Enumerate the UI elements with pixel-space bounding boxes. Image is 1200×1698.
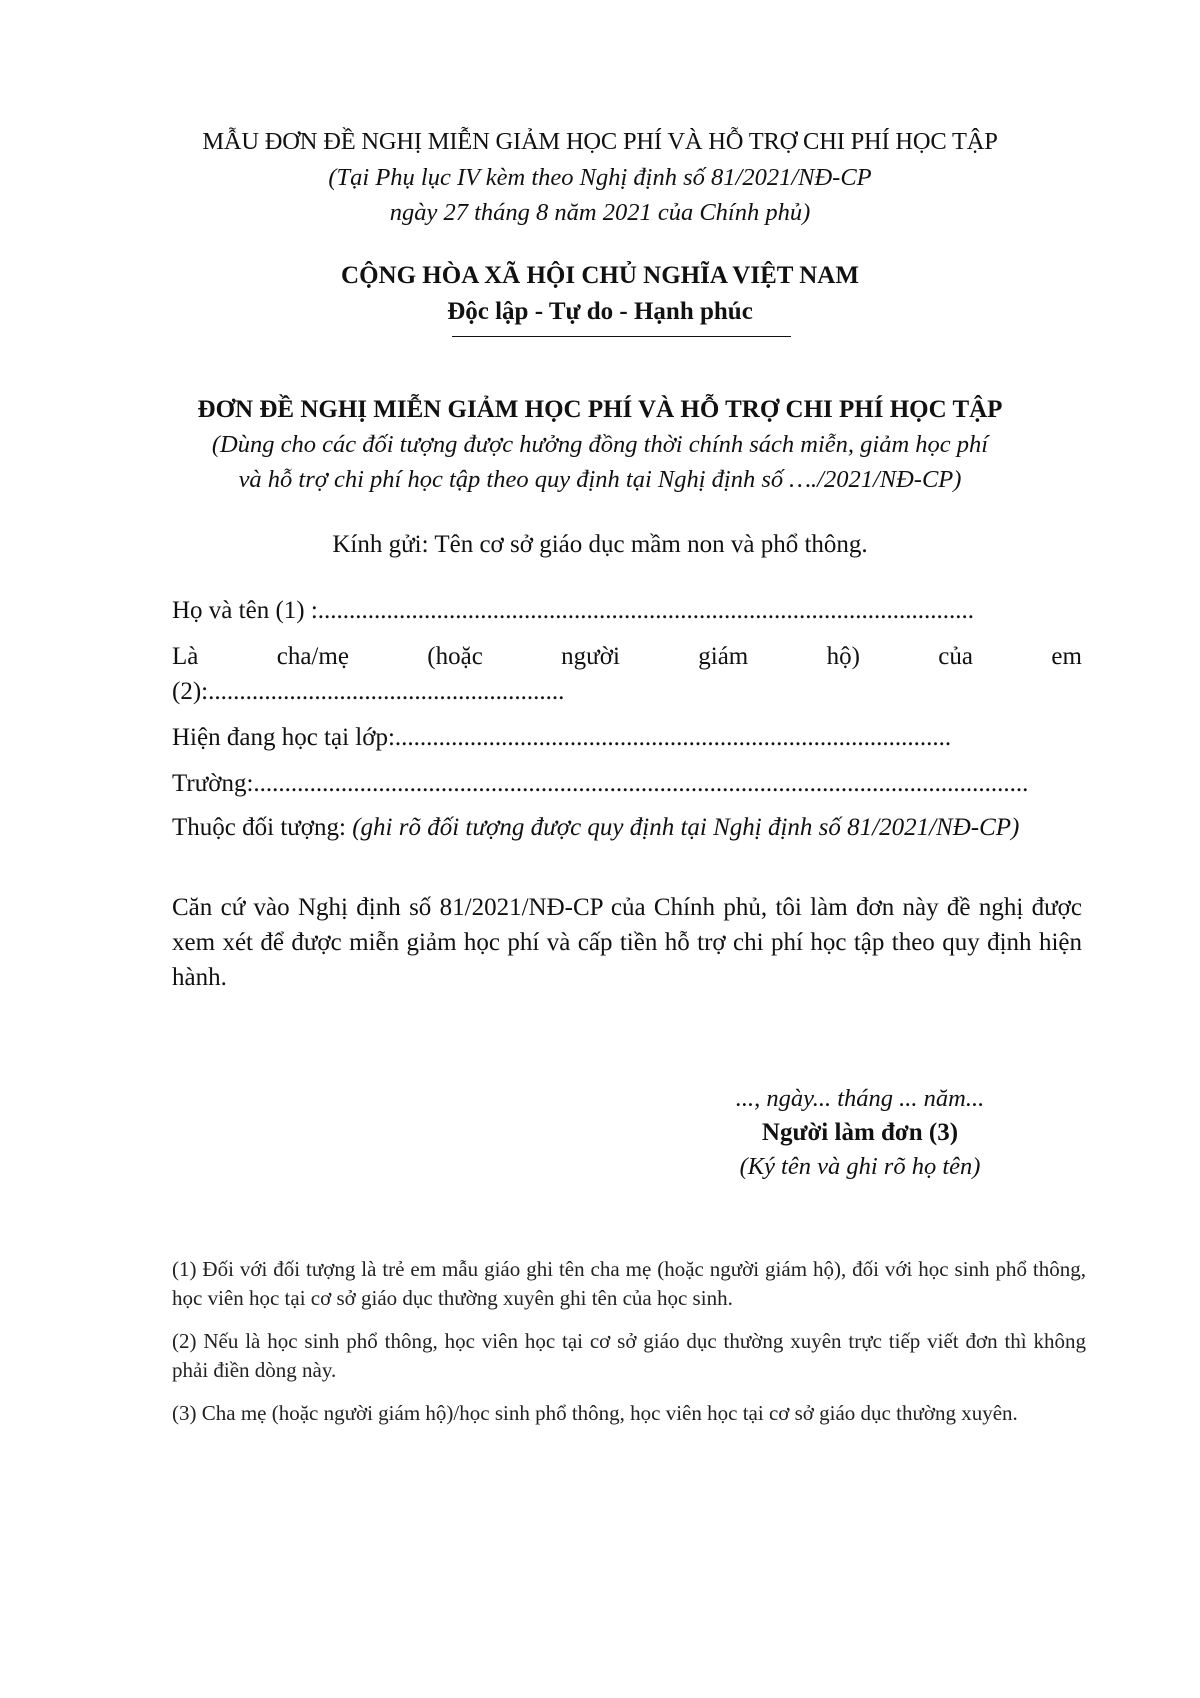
request-body: Căn cứ vào Nghị định số 81/2021/NĐ-CP của Chính phủ, tôi làm đơn này đề nghị được xem xét để được miễn giảm học phí và cấp tiền hỗ trợ chi phí học tập theo quy định hiện hành. (172, 894, 1082, 991)
field-parent-line (172, 643, 1082, 671)
template-source-line1: (Tại Phụ lục IV kèm theo Nghị định số 81/2021/NĐ-CP (328, 164, 872, 191)
field-child-name: (2):......................................................... (172, 678, 565, 705)
object-label: Thuộc đối tượng: (172, 814, 353, 841)
footnote-3: (3) Cha mẹ (hoặc người giám hộ)/học sinh phổ thông, học viên học tại cơ sở giáo dục thường xuyên. (172, 1401, 1018, 1425)
parent-word: của (938, 643, 973, 670)
template-source-line2: ngày 27 tháng 8 năm 2021 của Chính phủ) (389, 199, 811, 226)
form-title: ĐƠN ĐỀ NGHỊ MIỄN GIẢM HỌC PHÍ VÀ HỖ TRỢ CHI PHÍ HỌC TẬP (197, 396, 1003, 423)
parent-word: Là (172, 643, 199, 670)
national-motto: Độc lập - Tự do - Hạnh phúc (447, 298, 753, 325)
signature-title: Người làm đơn (3) (761, 1119, 959, 1146)
field-school: Trường:............................................................................................................................ (172, 770, 1029, 797)
field-class: Hiện đang học tại lớp:......................................................................................... (172, 724, 952, 751)
parent-word: người (561, 643, 620, 670)
template-title: MẪU ĐƠN ĐỀ NGHỊ MIỄN GIẢM HỌC PHÍ VÀ HỖ TRỢ CHI PHÍ HỌC TẬP (202, 128, 998, 155)
national-title: CỘNG HÒA XÃ HỘI CHỦ NGHĨA VIỆT NAM (341, 262, 859, 289)
signature-date: ..., ngày... tháng ... năm... (735, 1085, 985, 1112)
parent-word: em (1051, 643, 1082, 670)
footnote-2: (2) Nếu là học sinh phổ thông, học viên học tại cơ sở giáo dục thường xuyên trực tiếp viết đơn thì không phải điền dòng này. (172, 1329, 1086, 1382)
motto-underline (452, 336, 791, 337)
footnote-1: (1) Đối với đối tượng là trẻ em mẫu giáo ghi tên cha mẹ (hoặc người giám hộ), đối với học sinh phổ thông, học viên học tại cơ sở giáo dục thường xuyên ghi tên của học sinh. (172, 1257, 1086, 1310)
parent-word: hộ) (826, 643, 860, 670)
field-object (172, 810, 1082, 845)
object-hint: (ghi rõ đối tượng được quy định tại Nghị định số 81/2021/NĐ-CP) (352, 814, 1020, 841)
form-note-line1: (Dùng cho các đối tượng được hưởng đồng thời chính sách miễn, giảm học phí (211, 431, 989, 458)
signature-note: (Ký tên và ghi rõ họ tên) (739, 1153, 981, 1180)
parent-word: (hoặc (427, 643, 483, 670)
parent-word: cha/mẹ (276, 643, 349, 670)
field-full-name: Họ và tên (1) :......................................................................................................... (172, 597, 975, 624)
recipient-line: Kính gửi: Tên cơ sở giáo dục mầm non và phổ thông. (332, 531, 868, 558)
parent-word: giám (698, 643, 749, 670)
form-note-line2: và hỗ trợ chi phí học tập theo quy định tại Nghị định số …./2021/NĐ-CP) (238, 466, 962, 493)
